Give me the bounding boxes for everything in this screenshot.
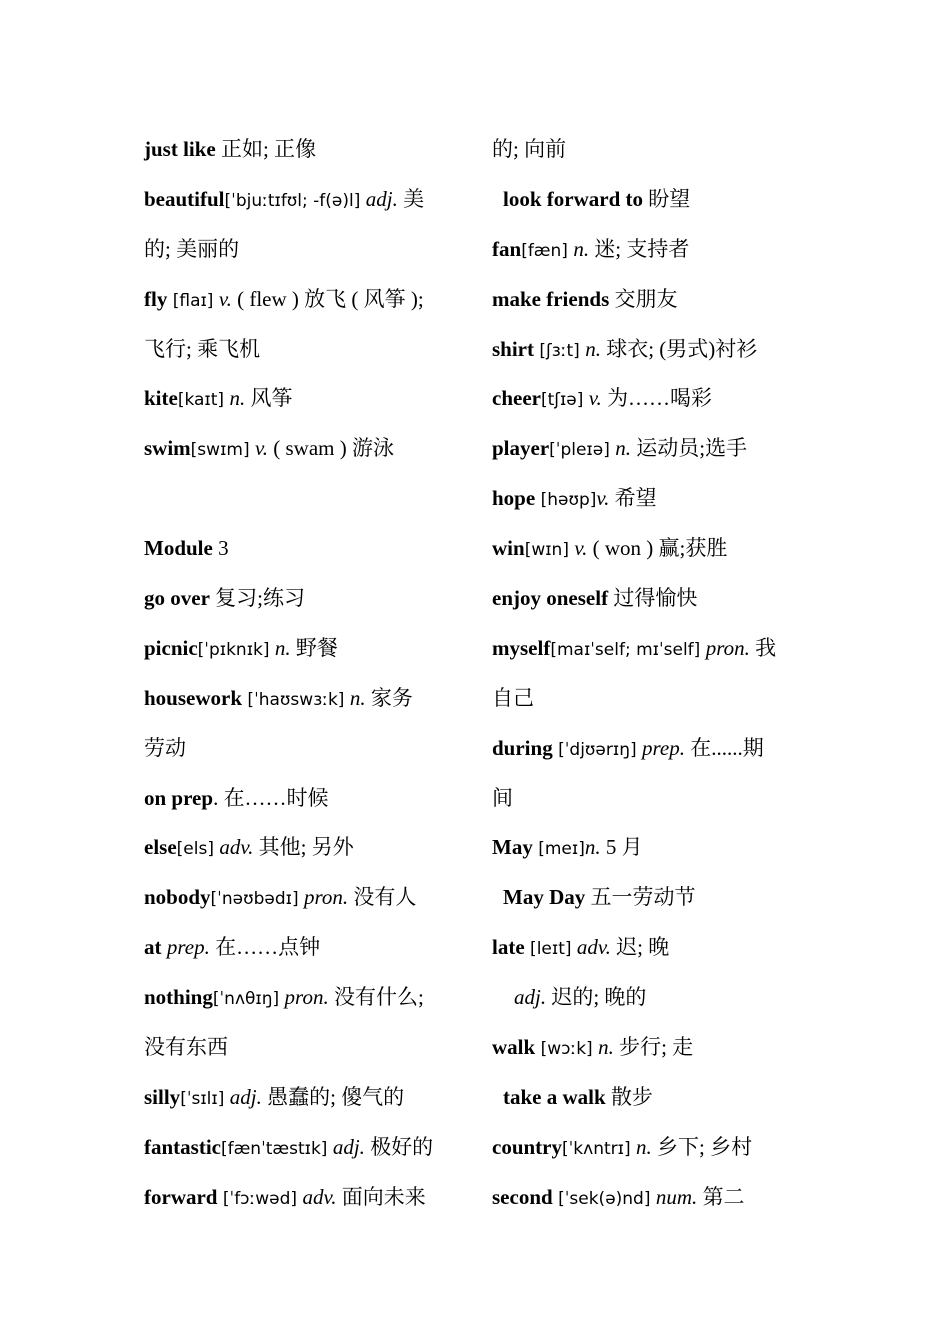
part-of-speech: v.: [574, 536, 588, 561]
definition: 没有什么;: [328, 985, 424, 1010]
definition: 的; 向前: [492, 137, 567, 161]
part-of-speech: pron.: [303, 885, 349, 910]
phonetic: [ˈnəʊbədɪ]: [210, 889, 304, 910]
phonetic: [ˈpɪknɪk]: [197, 639, 275, 660]
phonetic: [ˈfɔːwəd]: [217, 1188, 303, 1209]
phonetic: [meɪ]: [532, 839, 585, 860]
definition: 散步: [605, 1084, 653, 1109]
right-column: [492, 125, 822, 1223]
headword: Module: [144, 536, 213, 561]
definition: 过得愉快: [608, 586, 698, 611]
vocab-line: [492, 624, 822, 674]
part-of-speech: v.: [596, 486, 610, 511]
vocab-line: [144, 1073, 474, 1123]
part-of-speech: adv.: [302, 1184, 337, 1209]
headword: swim: [144, 436, 191, 461]
vocab-line: [492, 275, 822, 325]
definition: 自己: [492, 685, 534, 710]
vocab-line: [492, 823, 822, 873]
headword: take a walk: [503, 1084, 606, 1109]
headword: forward: [144, 1184, 218, 1209]
headword: picnic: [144, 635, 198, 660]
phonetic: [wɔːk]: [535, 1039, 599, 1060]
vocab-line: [492, 1123, 822, 1173]
phonetic: [maɪˈself; mɪˈself]: [550, 639, 706, 660]
part-of-speech: adj.: [365, 186, 398, 211]
headword: look forward to: [503, 186, 643, 211]
definition: 迟的; 晚的: [546, 985, 647, 1010]
vocab-line: [492, 1173, 822, 1223]
definition: 其他; 另外: [253, 835, 354, 860]
headword: housework: [144, 685, 243, 710]
headword: fantastic: [144, 1134, 221, 1159]
phonetic: [ˈsɪlɪ]: [180, 1088, 230, 1109]
definition: 迷; 支持者: [589, 236, 690, 261]
definition: 在......期: [684, 735, 764, 760]
definition: 希望: [609, 486, 657, 511]
part-of-speech: prep.: [166, 935, 210, 960]
headword: May Day: [503, 885, 586, 910]
definition: 3: [212, 536, 229, 561]
vocab-line: [144, 624, 474, 674]
vocab-line: [144, 923, 474, 973]
part-of-speech: n.: [615, 436, 631, 461]
vocab-line: [492, 774, 822, 824]
phonetic: [fæn]: [521, 240, 574, 261]
headword: fan: [492, 236, 522, 261]
part-of-speech: adj.: [332, 1134, 365, 1159]
headword: second: [492, 1184, 553, 1209]
definition: . 在……时候: [213, 785, 329, 810]
headword: cheer: [492, 386, 541, 411]
phonetic: [kaɪt]: [177, 390, 230, 411]
vocab-line: [144, 873, 474, 923]
vocab-line: [144, 973, 474, 1023]
headword: kite: [144, 386, 178, 411]
definition: 交朋友: [609, 286, 678, 311]
part-of-speech: adv.: [219, 835, 254, 860]
definition: 5 月: [600, 835, 643, 860]
definition: 为……喝彩: [601, 386, 713, 411]
phonetic: [ˈpleɪə]: [549, 440, 616, 461]
vocab-line: [144, 175, 474, 225]
vocab-line: [492, 1023, 822, 1073]
part-of-speech: n.: [585, 336, 601, 361]
definition: 运动员;选手: [631, 436, 748, 461]
headword: country: [492, 1134, 562, 1159]
vocab-line: [492, 923, 822, 973]
headword: silly: [144, 1084, 181, 1109]
phonetic: [fænˈtæstɪk]: [221, 1138, 333, 1159]
part-of-speech: adj.: [514, 985, 547, 1010]
part-of-speech: num.: [655, 1184, 698, 1209]
headword: late: [492, 935, 525, 960]
vocab-line: [144, 1023, 474, 1073]
part-of-speech: n.: [636, 1134, 652, 1159]
phonetic: [ˈsek(ə)nd]: [552, 1188, 656, 1209]
vocab-line: [492, 474, 822, 524]
vocab-line: [144, 275, 474, 325]
definition: ( won ) 赢;获胜: [587, 536, 728, 561]
vocab-line: [144, 374, 474, 424]
definition: 正如; 正像: [215, 137, 317, 161]
vocab-line: [492, 873, 822, 923]
part-of-speech: v.: [588, 386, 602, 411]
vocab-line: [144, 325, 474, 375]
definition: 极好的: [364, 1134, 434, 1159]
vocab-line: [492, 325, 822, 375]
vocab-line: [492, 574, 822, 624]
phonetic: [ˈhaʊswɜːk]: [242, 689, 350, 710]
definition: ( swam ) 游泳: [268, 436, 394, 461]
part-of-speech: n.: [573, 236, 590, 261]
headword: on prep: [144, 785, 214, 810]
vocab-line: [492, 125, 822, 175]
definition: 我: [749, 635, 777, 660]
definition: 没有东西: [144, 1035, 228, 1060]
phonetic: [swɪm]: [190, 440, 255, 461]
headword: player: [492, 436, 550, 461]
vocab-line: [492, 524, 822, 574]
phonetic: [həʊp]: [535, 490, 597, 511]
definition: 的; 美丽的: [144, 236, 240, 261]
definition: 在……点钟: [209, 935, 321, 960]
vocab-line: [492, 175, 822, 225]
phonetic: [leɪt]: [524, 939, 577, 960]
vocab-line: [144, 424, 474, 474]
headword: just like: [144, 137, 216, 161]
headword: hope: [492, 486, 536, 511]
headword: win: [492, 536, 525, 561]
headword: fly: [144, 286, 168, 311]
phonetic: [flaɪ]: [167, 290, 219, 311]
part-of-speech: adj.: [229, 1084, 262, 1109]
definition: 没有人: [348, 885, 417, 910]
headword: nothing: [144, 985, 213, 1010]
headword: beautiful: [144, 186, 225, 211]
headword: shirt: [492, 336, 534, 361]
headword: enjoy oneself: [492, 586, 609, 611]
vocab-line: [144, 574, 474, 624]
headword: walk: [492, 1035, 536, 1060]
definition: 飞行; 乘飞机: [144, 336, 261, 361]
definition: 愚蠢的; 傻气的: [261, 1084, 405, 1109]
part-of-speech: adv.: [576, 935, 611, 960]
headword: make friends: [492, 286, 610, 311]
vocab-line: [144, 1173, 474, 1223]
vocab-line: [492, 1073, 822, 1123]
vocab-line: [492, 424, 822, 474]
part-of-speech: n.: [598, 1035, 614, 1060]
part-of-speech: n.: [349, 685, 366, 710]
phonetic: [ˈkʌntrɪ]: [562, 1138, 636, 1159]
left-column: [144, 125, 474, 1223]
part-of-speech: prep.: [642, 735, 685, 760]
headword: May: [492, 835, 533, 860]
headword: myself: [492, 635, 551, 660]
headword: nobody: [144, 885, 211, 910]
vocab-line: [144, 1123, 474, 1173]
vocab-line: [144, 524, 474, 574]
phonetic: [ˈbjuːtɪfʊl; -f(ə)l]: [224, 190, 366, 211]
headword: go over: [144, 586, 210, 611]
definition: 劳动: [144, 735, 186, 760]
vocab-line: [492, 225, 822, 275]
phonetic: [wɪn]: [524, 540, 575, 561]
vocab-line: [144, 125, 474, 175]
vocab-line: [144, 674, 474, 724]
phonetic: [els]: [176, 839, 220, 860]
vocab-line: [492, 674, 822, 724]
vocab-line: [144, 225, 474, 275]
phonetic: [ˈnʌθɪŋ]: [212, 989, 285, 1010]
vocab-line: [144, 774, 474, 824]
definition: 盼望: [643, 186, 691, 211]
definition: 第二: [697, 1184, 745, 1209]
vocab-line: [144, 823, 474, 873]
definition: 乡下; 乡村: [651, 1134, 753, 1159]
phonetic: [ˈdjʊərɪŋ]: [552, 739, 643, 760]
definition: 面向未来: [336, 1184, 426, 1209]
definition: 美: [397, 186, 425, 211]
definition: 复习;练习: [209, 586, 305, 611]
phonetic: [ʃɜːt]: [534, 340, 586, 361]
part-of-speech: n.: [229, 386, 246, 411]
vocab-line: [144, 474, 474, 524]
definition: 球衣; (男式)衬衫: [600, 336, 758, 361]
definition: 家务: [365, 685, 413, 710]
part-of-speech: pron.: [705, 635, 750, 660]
headword: during: [492, 735, 553, 760]
definition: 五一劳动节: [585, 885, 696, 910]
vocab-line: [492, 374, 822, 424]
definition: 间: [492, 785, 513, 810]
part-of-speech: v.: [218, 286, 232, 311]
vocab-line: [144, 724, 474, 774]
definition: 风筝: [245, 386, 293, 411]
headword: at: [144, 935, 162, 960]
definition: ( flew ) 放飞 ( 风筝 );: [231, 286, 424, 311]
vocab-line: [492, 724, 822, 774]
definition: 步行; 走: [613, 1035, 694, 1060]
phonetic: [tʃɪə]: [540, 390, 589, 411]
part-of-speech: pron.: [284, 985, 329, 1010]
part-of-speech: n.: [274, 635, 291, 660]
definition: 野餐: [290, 635, 338, 660]
part-of-speech: v.: [254, 436, 268, 461]
vocab-line: [492, 973, 822, 1023]
definition: 迟; 晚: [610, 935, 670, 960]
headword: else: [144, 835, 177, 860]
part-of-speech: n.: [584, 835, 601, 860]
